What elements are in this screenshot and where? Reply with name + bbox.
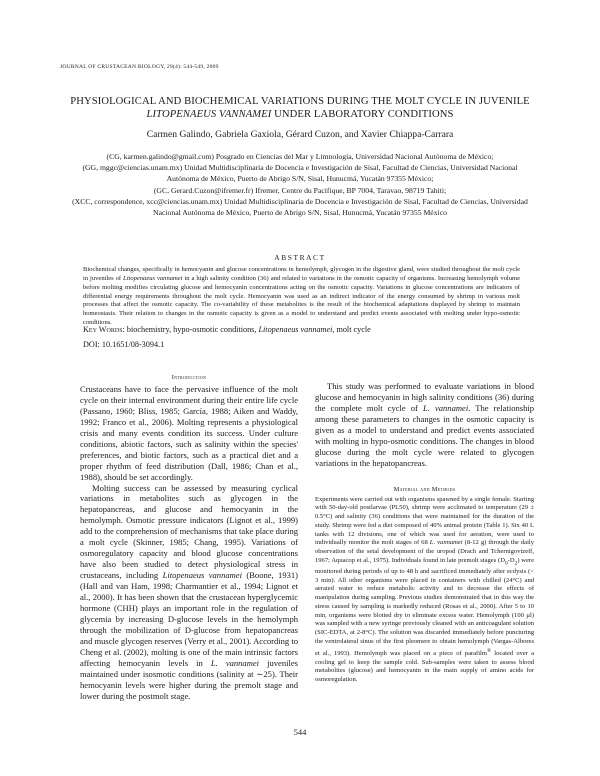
affiliation: (GC, Gerard.Cuzon@ifremer.fr) Ifremer, Centre du Pacifique, BP 7004, Taravao, 98719 Tahiti;	[153, 185, 447, 195]
title-line-2	[40, 108, 560, 121]
text-part: (8-12 g) through the daily observation of the setal development of the uropod (Drach and Tchernigovtzeff, 1967; Aquacop et al., 1975). Individuals found in late premolt stages (D	[315, 539, 534, 564]
subscript: 0	[504, 560, 508, 567]
methods-paragraph	[315, 496, 534, 685]
affiliation: (CG, karmen.galindo@gmail.com) Posgrado en Ciencias del Mar y Limnología, Universidad Nacional Autónoma de México;	[106, 152, 494, 161]
title-species: LITOPENAEUS VANNAMEI	[146, 109, 272, 120]
intro-paragraph-1: Crustaceans have to face the pervasive influence of the molt cycle on their internal environment during their entire life cycle (Passano, 1960; Bliss, 1985; García, 1988; Aiken and Waddy, 1992; Franco et al., 2006). Molting represents a physiological crisis and many events condition its success. Under culture conditions, abiotic factors, such as salinity within the species' preferences, and biotic factors, such as a practical diet and a proper rhythm of feed distribution (Dall, 1986; Chan et al., 1988), should be set accordingly.	[80, 383, 298, 482]
abstract-part: in a high salinity condition (36) and related to variations in the osmotic capacity of organisms. Increasing hemolymph volume before molting modifies circulating glucose and hemocyanin concentrations acting on the osmotic capacity. Variations in glucose concentrations are indicators of differential energy requirements throughout the molt cycle. Hemocyanin was used as an indirect indicator of the energy consumed by shrimp in various molt processes that affect the osmotic capacity. The co-variability of these metabolites is the result of the biochemical adaptations displayed by shrimp to maintain homeostasis. Their relation to changes in the osmotic capacity is given as a model to understand and predict events associated with molting under hypo-osmotic conditions.	[83, 274, 520, 327]
abstract-part: Biochemical changes, specifically in hemocyanin and glucose concentrations in hemolymph, glycogen in the digestive gland, were studied throughout the molt cycle in juveniles of	[83, 266, 520, 282]
text-part: Molting success can be assessed by measuring cyclical variations in metabolites such as glycogen in the hepatopancreas, and glucose and hemocyanin in the hemolymph. Osmotic pressure indicators (Lignot et al., 1999) add to the comprehension of mechanisms that take place during a molt cycle (Skinner, 1985; Chang, 1995). Variations of osmoregulatory capacity and blood glucose concentrations have also been studied to detect physiological stress in crustaceans, including	[80, 482, 298, 581]
running-head: JOURNAL OF CRUSTACEAN BIOLOGY, 29(4): 544-549, 2009	[60, 64, 219, 70]
text-part: located over a cooling gel to keep the sample cold. Sub-samples were taken to assess blood metabolites (glucose) and hemocyanin in the main supply of amino acids for osmoregulation.	[315, 649, 535, 684]
intro-paragraph-2	[80, 483, 298, 702]
title-rest: UNDER LABORATORY CONDITIONS	[271, 109, 454, 120]
methods-text	[315, 496, 534, 685]
left-column	[80, 373, 298, 702]
affiliation: (XCC, correspondence, xcc@ciencias.unam.mx) Unidad Multidisciplinaria de Docencia e Investigación de Sisal, Facultad de Ciencias, Universidad Nacional Autónoma de México, Puerto de Abrigo S/N, Sisal, Hunucmá, Yucatán 97355 México	[72, 196, 528, 218]
methods-heading: Material and Methods	[393, 485, 456, 493]
species-name: Litopenaeus vannamei	[162, 570, 242, 581]
doi: DOI: 10.1651/08-3094.1	[83, 340, 165, 349]
abstract-heading: ABSTRACT	[274, 253, 326, 262]
keywords-label: Key Words:	[83, 325, 125, 334]
text-part: -D	[507, 556, 515, 564]
text-part: (Boone, 1931) (Hall and van Ham, 1998; Charmantier et al., 1994; Lignot et al., 2000). It has been shown that the crustacean hyperglycemic hormone (CHH) plays an important role in the regulation of glycemia by increasing D-glucose levels in the hemolymph through the mobilization of D-glucose from hepatopancreas and muscle glycogen reserves (Verry et al., 2001). According to Cheng et al. (2002), molting is one of the main intrinsic factors affecting hemocyanin levels in	[80, 570, 298, 668]
species-name: L. vannamei	[423, 402, 469, 413]
page-number: 544	[293, 727, 307, 737]
text-part: This study was performed to evaluate variations in blood glucose and hemocyanin in high salinity conditions (36) during the complete molt cycle of	[315, 381, 534, 413]
keywords-species: Litopenaeus vannamei	[258, 325, 333, 334]
text-part: juveniles maintained under isosmotic conditions (salinity at ∼25). Their hemocyanin levels were higher during the premolt stage and lower during the postmolt stage.	[80, 657, 298, 701]
author-list: Carmen Galindo, Gabriela Gaxiola, Gérard Cuzon, and Xavier Chiappa-Carrara	[146, 129, 454, 140]
intro-heading: Introduction	[171, 374, 207, 381]
affiliation: (GG, mggc@ciencias.unam.mx) Unidad Multidisciplinaria de Docencia e Investigación de Sisal, Facultad de Ciencias, Universidad Nacional Autónoma de México, Puerto de Abrigo S/N, Sisal, Hunucmá, Yucatán 97355 México;	[82, 163, 518, 184]
keywords-part: , molt cycle	[332, 325, 371, 334]
text-part: . The relationship among these parameters to changes in the osmotic capacity is given as a model to understand and predict events associated with molting in hypo-osmotic conditions. The changes in blood glucose during the molt cycle were related to glycogen variations in the hepatopancreas.	[315, 402, 534, 468]
article-title	[40, 95, 560, 121]
text-part: Experiments were carried out with organisms spawned by a single female. Starting with 50-day-old postlarvae (PL50), shrimp were acclimated to temperature (29 ± 0.5°C) and salinity (36) conditions that were maintained for the duration of the study. Shrimp were fed a diet composed of 40% animal protein (Table 1). Six 40 L tanks with 12 divisions, one of which was used for aeration, were used to individually monitor the molt stages of 68	[315, 495, 534, 547]
species-name: L. vannamei	[429, 539, 463, 547]
right-column	[315, 373, 534, 685]
text-part: ) were monitored during periods of up to 48 h and sacrificed immediately after ecdysis (< 3 min). All other organisms were placed in containers with chilled (24°C) and aerated water to reduce metabolic activity and to decrease the effects of manipulation during sampling. Previous studies demonstrated that in this way the stress caused by sampling is markedly reduced (Rosas et al., 2000). After 5 to 10 min, organisms were blotted dry to eliminate excess water. Hemolymph (100 µl) was sampled with a new syringe previously cleaned with an anticoagulant solution (SIC-EDTA, at 2-8°C). The solution was discarded immediately before puncturing the ventrolateral sinus of the first pleomere to obtain hemolymph (Vargas-Albores et al., 1993). Hemolymph was placed on a piece of parafilm	[315, 556, 534, 657]
abstract-text	[83, 266, 520, 328]
intro-paragraph-3	[315, 381, 534, 469]
species-name: L. vannamei	[210, 657, 260, 668]
affiliations	[70, 151, 530, 218]
registered-mark: ®	[486, 647, 492, 654]
keywords-part: biochemistry, hypo-osmotic conditions,	[124, 325, 259, 334]
title-line-1: PHYSIOLOGICAL AND BIOCHEMICAL VARIATIONS DURING THE MOLT CYCLE IN JUVENILE	[70, 96, 530, 107]
keywords	[83, 325, 371, 334]
subscript: 2	[514, 560, 518, 567]
abstract-species: Litopenaeus vannamei	[123, 274, 183, 282]
